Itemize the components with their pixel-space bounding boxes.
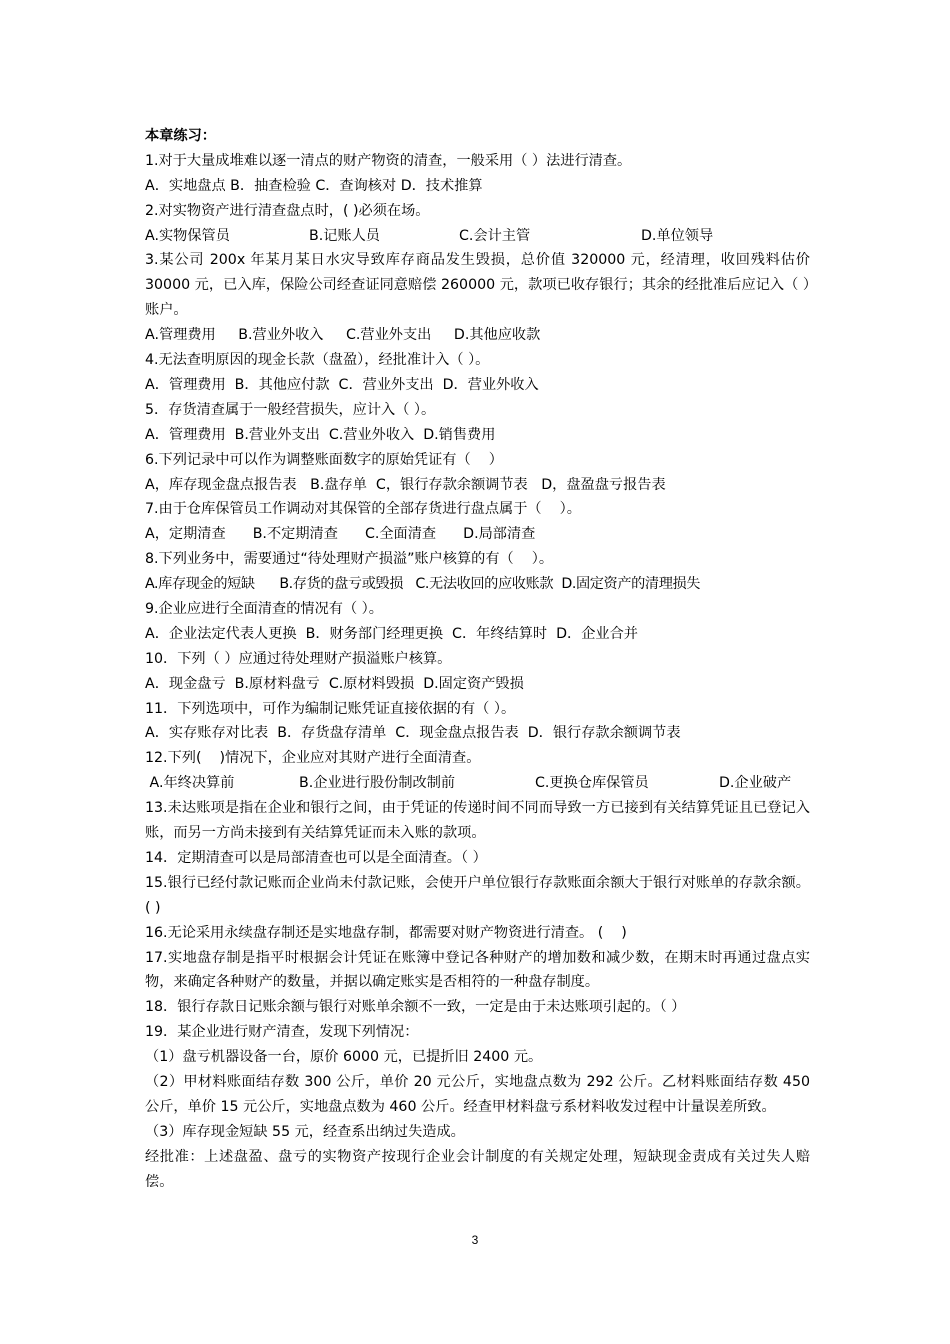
question-4: 4.无法查明原因的现金长款（盘盈），经批准计入（ ）。 bbox=[145, 352, 490, 369]
question-6-options: A，库存现金盘点报告表 B.盘存单 C，银行存款余额调节表 D，盘盈盘亏报告表 bbox=[145, 476, 666, 493]
question-16: 16.无论采用永续盘存制还是实地盘存制，都需要对财产物资进行清查。 ( ) bbox=[145, 924, 627, 941]
question-9: 9.企业应进行全面清查的情况有（ ）。 bbox=[145, 600, 383, 617]
option-c: C.会计主管 bbox=[459, 227, 531, 244]
case-approval: 经批准：上述盘盈、盘亏的实物资产按现行企业会计制度的有关规定处理，短缺现金责成有关过失人赔偿。 bbox=[145, 1148, 810, 1190]
question-3: 3.某公司 200x 年某月某日水灾导致库存商品发生毁损，总价值 320000 元，经清理，收回残料估价 30000 元，已入库，保险公司经查证同意赔偿 260000 元，款项已收存银行；其余的经批准后应记入（ ）账户。 bbox=[145, 252, 810, 319]
question-11-options: A．实存账存对比表 B．存货盘存清单 C．现金盘点报告表 D．银行存款余额调节表 bbox=[145, 725, 681, 742]
question-6: 6.下列记录中可以作为调整账面数字的原始凭证有（ ） bbox=[145, 451, 503, 468]
question-15: 15.银行已经付款记账而企业尚未付款记账，会使开户单位银行存款账面余额大于银行对账单的存款余额。 ( ) bbox=[145, 874, 810, 916]
question-17: 17.实地盘存制是指平时根据会计凭证在账簿中登记各种财产的增加数和减少数，在期末时再通过盘点实物，来确定各种财产的数量，并据以确定账实是否相符的一种盘存制度。 bbox=[145, 949, 810, 991]
question-7-options: A，定期清查 B.不定期清查 C.全面清查 D.局部清查 bbox=[145, 526, 536, 543]
option-a: A.年终决算前 bbox=[145, 775, 235, 792]
case-item-2: （2）甲材料账面结存数 300 公斤，单价 20 元公斤，实地盘点数为 292 公斤。乙材料账面结存数 450 公斤，单价 15 元公斤，实地盘点数为 460 公斤。经查甲材料盘亏系材料收发过程中计量误差所致。 bbox=[145, 1073, 810, 1115]
question-9-options: A．企业法定代表人更换 B．财务部门经理更换 C．年终结算时 D．企业合并 bbox=[145, 625, 638, 642]
question-10-options: A．现金盘亏 B.原材料盘亏 C.原材料毁损 D.固定资产毁损 bbox=[145, 675, 524, 692]
question-2: 2.对实物资产进行清查盘点时，( )必须在场。 bbox=[145, 202, 430, 219]
question-12: 12.下列( )情况下，企业应对其财产进行全面清查。 bbox=[145, 750, 481, 767]
question-10: 10．下列（ ）应通过待处理财产损溢账户核算。 bbox=[145, 650, 452, 667]
section-title: 本章练习： bbox=[145, 128, 216, 144]
question-5-options: A．管理费用 B.营业外支出 C.营业外收入 D.销售费用 bbox=[145, 426, 496, 443]
case-item-1: （1）盘亏机器设备一台，原价 6000 元，已提折旧 2400 元。 bbox=[145, 1049, 543, 1066]
question-13: 13.未达账项是指在企业和银行之间，由于凭证的传递时间不同而导致一方已接到有关结算凭证且已登记入账，而另一方尚未接到有关结算凭证而未入账的款项。 bbox=[145, 800, 810, 841]
question-8: 8.下列业务中，需要通过“待处理财产损溢”账户核算的有（ ）。 bbox=[145, 551, 554, 568]
option-d: D.单位领导 bbox=[641, 227, 714, 244]
question-7: 7.由于仓库保管员工作调动对其保管的全部存货进行盘点属于（ ）。 bbox=[145, 501, 581, 518]
question-11: 11．下列选项中，可作为编制记账凭证直接依据的有（ ）。 bbox=[145, 700, 516, 717]
question-19: 19．某企业进行财产清查，发现下列情况： bbox=[145, 1024, 419, 1041]
option-d: D.企业破产 bbox=[719, 775, 792, 792]
question-5: 5．存货清查属于一般经营损失，应计入（ ）。 bbox=[145, 401, 436, 418]
document-body bbox=[145, 124, 810, 1195]
question-12-options bbox=[145, 771, 810, 796]
option-b: B.企业进行股份制改制前 bbox=[299, 775, 456, 792]
option-c: C.更换仓库保管员 bbox=[535, 775, 649, 792]
question-14: 14．定期清查可以是局部清查也可以是全面清查。（ ） bbox=[145, 849, 487, 866]
question-1: 1.对于大量成堆难以逐一清点的财产物资的清查，一般采用（ ）法进行清查。 bbox=[145, 152, 632, 169]
question-1-options: A．实地盘点 B．抽查检验 C．查询核对 D．技术推算 bbox=[145, 177, 483, 194]
option-b: B.记账人员 bbox=[309, 227, 380, 244]
case-item-3: （3）库存现金短缺 55 元，经查系出纳过失造成。 bbox=[145, 1123, 465, 1140]
page-number: 3 bbox=[471, 1233, 479, 1247]
question-8-options: A.库存现金的短缺 B.存货的盘亏或毁损 C.无法收回的应收账款 D.固定资产的清理损失 bbox=[145, 576, 701, 593]
question-4-options: A．管理费用 B．其他应付款 C．营业外支出 D．营业外收入 bbox=[145, 376, 539, 393]
question-18: 18．银行存款日记账余额与银行对账单余额不一致，一定是由于未达账项引起的。（ ） bbox=[145, 999, 686, 1016]
option-a: A.实物保管员 bbox=[145, 227, 230, 244]
question-2-options bbox=[145, 224, 810, 249]
question-3-options: A.管理费用 B.营业外收入 C.营业外支出 D.其他应收款 bbox=[145, 327, 541, 344]
